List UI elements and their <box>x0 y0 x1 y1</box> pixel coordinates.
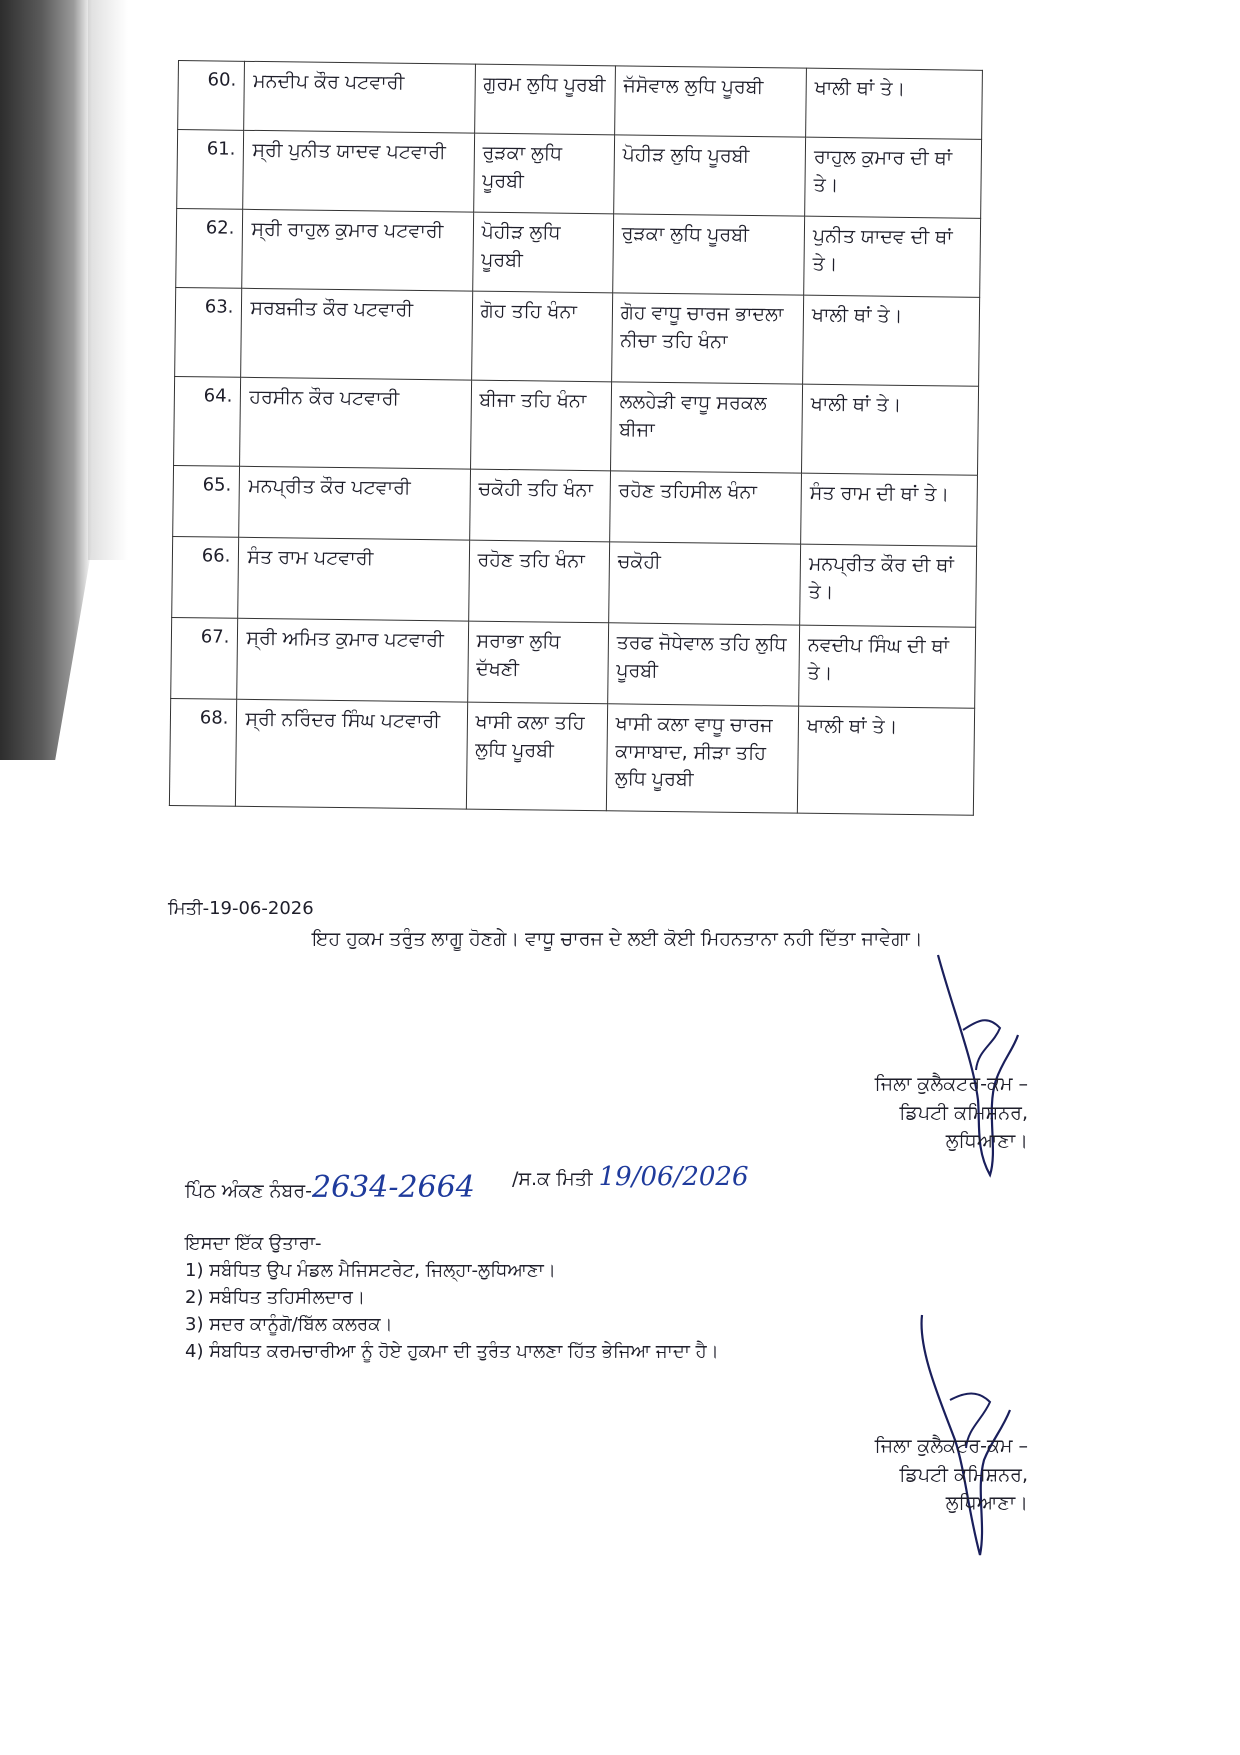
row-number: 61. <box>177 130 244 210</box>
table-row <box>176 208 981 297</box>
table-row <box>178 61 983 140</box>
new-post: ਗੋਹ ਵਾਧੂ ਚਾਰਜ ਭਾਦਲਾ ਨੀਚਾ ਤਹਿ ਖੰਨਾ <box>611 293 803 384</box>
row-number: 66. <box>172 536 239 618</box>
employee-name: ਸ੍ਰੀ ਅਮਿਤ ਕੁਮਾਰ ਪਟਵਾਰੀ <box>237 618 468 702</box>
current-post: ਖਾਸੀ ਕਲਾ ਤਹਿ ਲੁਧਿ ਪੂਰਬੀ <box>466 702 607 811</box>
row-number: 63. <box>175 287 243 377</box>
row-number: 65. <box>173 465 240 537</box>
new-post: ਲਲਹੇੜੀ ਵਾਧੂ ਸਰਕਲ ਬੀਜਾ <box>610 382 802 473</box>
current-post: ਰਹੋਣ ਤਹਿ ਖੰਨਾ <box>468 540 609 623</box>
endorsement-date <box>512 1162 749 1192</box>
order-statement: ਇਹ ਹੁਕਮ ਤਰੁੰਤ ਲਾਗੂ ਹੋਣਗੇ। ਵਾਧੂ ਚਾਰਜ ਦੇ ਲਈ ਕੋਈ ਮਿਹਨਤਾਨਾ ਨਹੀ ਦਿੱਤਾ ਜਾਵੇਗਾ। <box>312 928 923 950</box>
designation-line-3: ਲੁਧਿਆਣਾ। <box>945 1130 1028 1152</box>
endorsement-label: ਪਿੰਠ ਅੰਕਣ ਨੰਬਰ- <box>185 1180 312 1202</box>
remark: ਨਵਦੀਪ ਸਿੰਘ ਦੀ ਥਾਂ ਤੇ। <box>799 625 976 708</box>
remark: ਖਾਲੀ ਥਾਂ ਤੇ। <box>803 295 980 386</box>
table-row <box>173 465 978 546</box>
employee-name: ਸ੍ਰੀ ਰਾਹੁਲ ਕੁਮਾਰ ਪਟਵਾਰੀ <box>242 209 473 291</box>
transfer-table <box>169 60 983 816</box>
table-row <box>169 698 974 815</box>
employee-name: ਮਨਦੀਪ ਕੌਰ ਪਟਵਾਰੀ <box>244 61 475 133</box>
employee-name: ਹਰਸੀਨ ਕੌਰ ਪਟਵਾਰੀ <box>240 377 471 469</box>
list-item: 3) ਸਦਰ ਕਾਨੂੰਗੋ/ਬਿੱਲ ਕਲਰਕ। <box>185 1314 393 1335</box>
current-post: ਗੁਰਮ ਲੁਧਿ ਪੂਰਬੀ <box>474 64 615 135</box>
new-post: ਤਰਫ ਜੋਧੇਵਾਲ ਤਹਿ ਲੁਧਿ ਪੂਰਬੀ <box>607 623 799 706</box>
current-post: ਬੀਜਾ ਤਹਿ ਖੰਨਾ <box>470 380 611 471</box>
remark: ਮਨਪ੍ਰੀਤ ਕੌਰ ਦੀ ਥਾਂ ਤੇ। <box>800 544 977 627</box>
row-number: 68. <box>169 698 237 806</box>
sk-date-handwritten: 19/06/2026 <box>598 1162 749 1192</box>
designation-line-2: ਡਿਪਟੀ ਕਮਿਸ਼ਨਰ, <box>899 1101 1028 1124</box>
transfer-table-sheet <box>169 60 983 816</box>
designation-line-1: ਜਿਲਾ ਕੁਲੈਕਟਰ-ਕਮ – <box>874 1073 1028 1095</box>
endorsement-number <box>185 1170 475 1205</box>
endorsement-handwritten-number: 2634-2664 <box>311 1170 475 1205</box>
remark: ਖਾਲੀ ਥਾਂ ਤੇ। <box>806 68 983 139</box>
employee-name: ਸ੍ਰੀ ਨਰਿੰਦਰ ਸਿੰਘ ਪਟਵਾਰੀ <box>236 699 467 809</box>
row-number: 64. <box>174 376 242 466</box>
remark: ਖਾਲੀ ਥਾਂ ਤੇ। <box>797 706 974 815</box>
table-row <box>172 536 977 627</box>
new-post: ਪੋਹੀੜ ਲੁਧਿ ਪੂਰਬੀ <box>613 135 805 216</box>
row-number: 67. <box>171 617 238 699</box>
current-post: ਸਰਾਭਾ ਲੁਧਿ ਦੱਖਣੀ <box>467 621 608 704</box>
new-post: ਜੱਸੋਵਾਲ ਲੁਧਿ ਪੂਰਬੀ <box>614 66 806 137</box>
remark: ਰਾਹੁਲ ਕੁਮਾਰ ਦੀ ਥਾਂ ਤੇ। <box>805 137 982 218</box>
employee-name: ਸੰਤ ਰਾਮ ਪਟਵਾਰੀ <box>238 537 469 621</box>
remark: ਪੁਨੀਤ ਯਾਦਵ ਦੀ ਥਾਂ ਤੇ। <box>804 216 981 297</box>
copy-to-heading: ਇਸਦਾ ਇੱਕ ਉਤਾਰਾ- <box>185 1233 322 1254</box>
sk-date-label: /ਸ.ਕ ਮਿਤੀ <box>512 1168 593 1190</box>
table-row <box>177 130 982 219</box>
employee-name: ਸਰਬਜੀਤ ਕੌਰ ਪਟਵਾਰੀ <box>241 288 472 380</box>
new-post: ਰੁੜਕਾ ਲੁਧਿ ਪੂਰਬੀ <box>612 214 804 295</box>
signature-block-1 <box>760 1070 1028 1156</box>
scan-edge-fade <box>88 0 128 560</box>
new-post: ਖਾਸੀ ਕਲਾ ਵਾਧੂ ਚਾਰਜ ਕਾਸਾਬਾਦ, ਸੀੜਾ ਤਹਿ ਲੁਧਿ ਪੂਰਬੀ <box>606 704 799 813</box>
new-post: ਚਕੋਹੀ <box>608 542 800 625</box>
table-row <box>174 376 979 475</box>
list-item: 1) ਸਬੰਧਿਤ ਉਪ ਮੰਡਲ ਮੈਜਿਸਟਰੇਟ, ਜਿਲ੍ਹਾ-ਲੁਧਿਆਣਾ। <box>185 1260 556 1281</box>
signature-block-2 <box>760 1432 1028 1518</box>
current-post: ਗੋਹ ਤਹਿ ਖੰਨਾ <box>471 291 612 382</box>
designation-line-1: ਜਿਲਾ ਕੁਲੈਕਟਰ-ਕਮ – <box>874 1435 1028 1457</box>
current-post: ਰੁੜਕਾ ਲੁਧਿ ਪੂਰਬੀ <box>473 133 614 214</box>
designation-line-3: ਲੁਧਿਆਣਾ। <box>945 1492 1028 1514</box>
new-post: ਰਹੋਣ ਤਹਿਸੀਲ ਖੰਨਾ <box>609 471 801 544</box>
copy-to-list <box>185 1230 719 1365</box>
list-item: 2) ਸਬੰਧਿਤ ਤਹਿਸੀਲਦਾਰ। <box>185 1287 366 1308</box>
transfer-table-body <box>169 61 982 816</box>
row-number: 62. <box>176 208 243 288</box>
scan-edge-shadow <box>0 0 92 760</box>
employee-name: ਮਨਪ੍ਰੀਤ ਕੌਰ ਪਟਵਾਰੀ <box>239 466 470 540</box>
table-row <box>171 617 976 708</box>
current-post: ਚਕੋਹੀ ਤਹਿ ਖੰਨਾ <box>469 469 610 542</box>
designation-line-2: ਡਿਪਟੀ ਕਮਿਸ਼ਨਰ, <box>899 1463 1028 1486</box>
remark: ਸੰਤ ਰਾਮ ਦੀ ਥਾਂ ਤੇ। <box>801 473 978 546</box>
table-row <box>175 287 980 386</box>
order-date: ਮਿਤੀ-19-06-2026 <box>168 898 314 919</box>
row-number: 60. <box>178 61 245 131</box>
remark: ਖਾਲੀ ਥਾਂ ਤੇ। <box>802 384 979 475</box>
current-post: ਪੋਹੀੜ ਲੁਧਿ ਪੂਰਬੀ <box>472 212 613 293</box>
list-item: 4) ਸੰਬਧਿਤ ਕਰਮਚਾਰੀਆ ਨੂੰ ਹੋਏ ਹੁਕਮਾ ਦੀ ਤੁਰੰਤ ਪਾਲਣਾ ਹਿੱਤ ਭੇਜਿਆ ਜਾਦਾ ਹੈ। <box>185 1341 719 1362</box>
employee-name: ਸ੍ਰੀ ਪੁਨੀਤ ਯਾਦਵ ਪਟਵਾਰੀ <box>243 130 474 212</box>
